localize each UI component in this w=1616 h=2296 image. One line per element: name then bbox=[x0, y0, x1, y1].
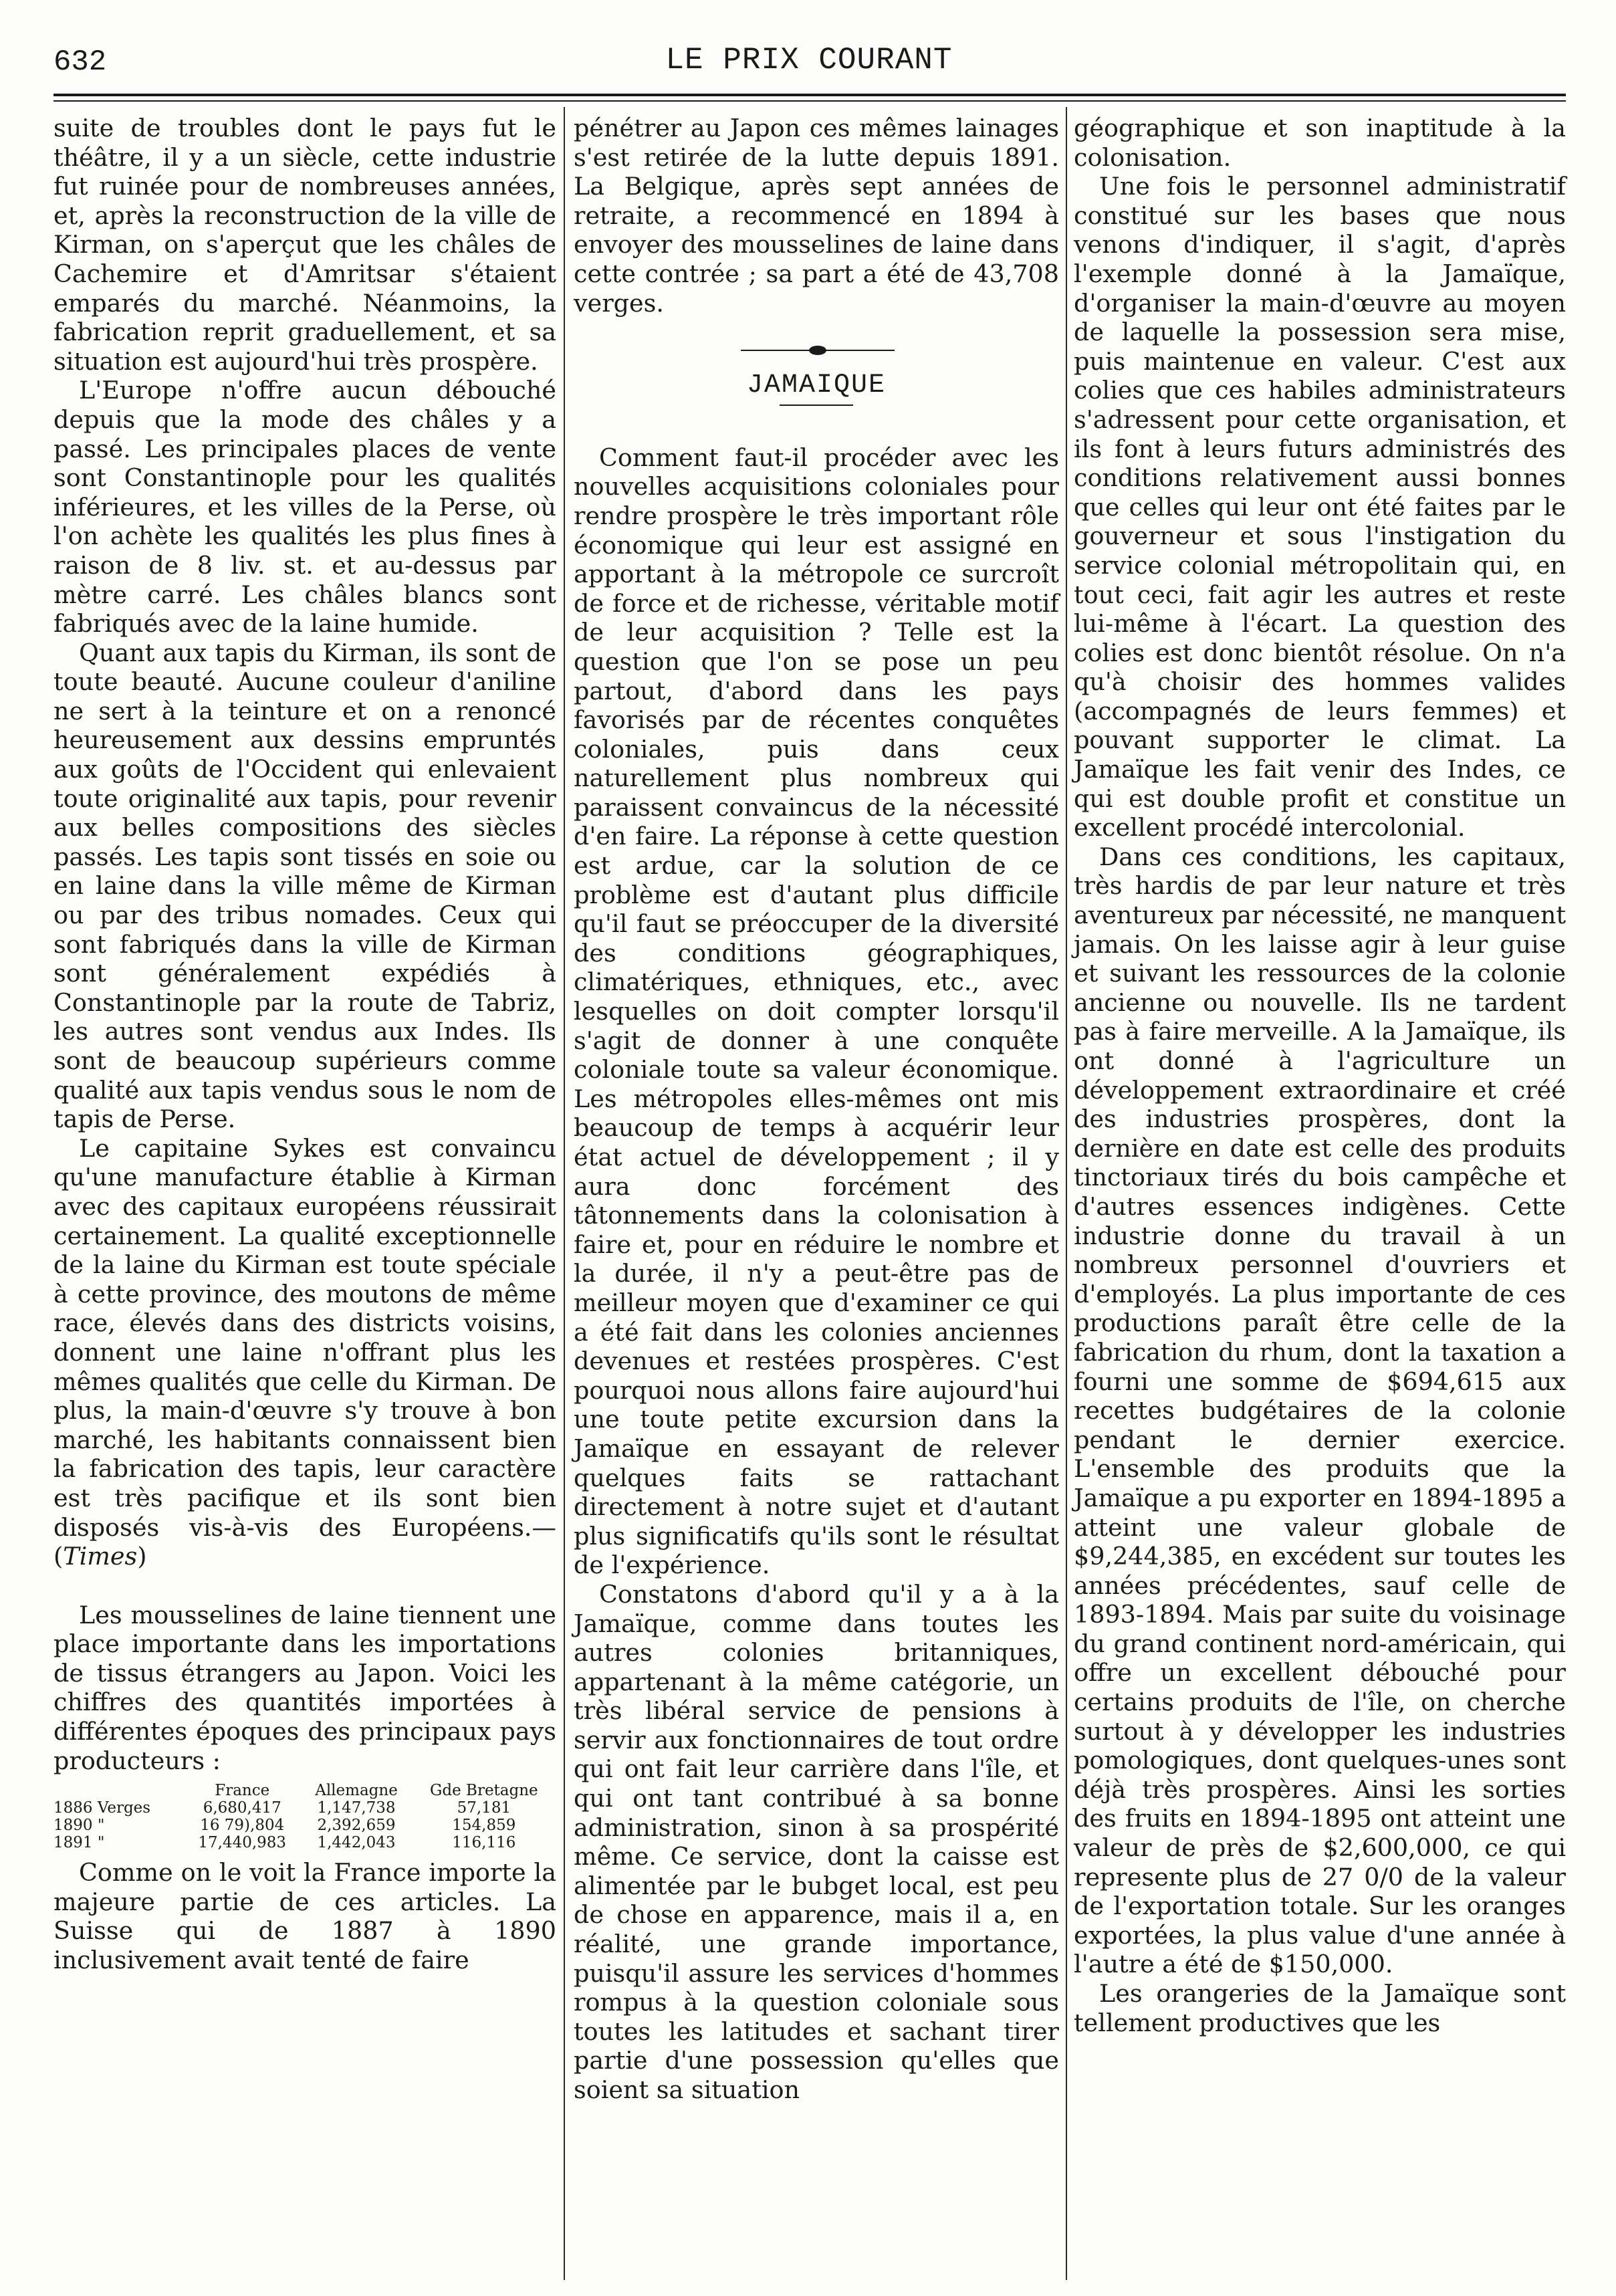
table-cell: 1,147,738 bbox=[317, 1799, 396, 1817]
source-citation: Times bbox=[63, 1542, 138, 1571]
paragraph: pénétrer au Japon ces mêmes lainages s'est retirée de la lutte depuis 1891. La Belgique, après sept années de retraite, a recommencé en 1894 à envoyer des mousselines de laine dans cette contrée ; sa part a été de 43,708 verges. bbox=[574, 114, 1059, 318]
section-title-underline bbox=[780, 405, 853, 406]
header-rule-thin bbox=[53, 100, 1566, 102]
table-header-row bbox=[53, 1782, 556, 1799]
paragraph: Les mousselines de laine tiennent une place importante dans les importations de tissus étrangers au Japon. Voici les chiffres des quantités importées à différentes époques des principaux pays producteurs : bbox=[53, 1600, 556, 1775]
paragraph: Dans ces conditions, les capitaux, très hardis de par leur nature et très aventureux par nécessité, ne manquent jamais. On les laisse agir à leur guise et suivant les ressources de la colonie ancienne ou nouvelle. Ils ne tardent pas à faire merveille. A la Jamaïque, ils ont donné à l'agriculture un développement extraordinaire et créé des industries prospères, dont la dernière en date est celle des produits tinctoriaux tirés du bois campêche et d'autres essences indigènes. Cette industrie donne du travail à un nombreux personnel d'ouvriers et d'employés. La plus importante de ces productions paraît être celle de la fabrication du rhum, dont la taxation a fourni une somme de $694,615 aux recettes budgétaires de la colonie pendant le dernier exercice. L'ensemble des produits que la Jamaïque a pu exporter en 1894-1895 a atteint une valeur globale de $9,244,385, en excédent sur toutes les années précédentes, sauf celle de 1893-1894. Mais par suite du voisinage du grand continent nord-américain, qui offre un excellent débouché pour certains produits de l'île, on cherche surtout à y développer les industries pomologiques, dont quelques-unes sont déjà très prospères. Ainsi les sorties des fruits en 1894-1895 ont atteint une valeur de près de $2,600,000, ce qui represente plus de 27 0/0 de la valeur de l'exportation totale. Sur les oranges exportées, la plus value d'une année à l'autre a été de $150,000. bbox=[1074, 842, 1566, 1979]
page-number: 632 bbox=[53, 45, 107, 79]
table-cell: 16 79),804 bbox=[200, 1817, 285, 1835]
table-cell: 6,680,417 bbox=[203, 1799, 281, 1817]
section-title: JAMAIQUE bbox=[746, 370, 887, 401]
table-cell: 57,181 bbox=[457, 1799, 511, 1817]
paragraph-text: Le capitaine Sykes est convaincu qu'une manufacture établie à Kirman avec des capitaux européens réussirait certainement. La qualité exceptionnelle de la laine du Kirman est toute spéciale à cette province, des moutons de même race, élevés dans des districts voisins, donnent une laine n'offrant plus les mêmes qualités que celle du Kirman. De plus, la main-d'œuvre s'y trouve à bon marché, les habitants connaissent bien la fabrication des tapis, leur caractère est très pacifique et ils sont bien disposés vis-à-vis des Européens.—( bbox=[53, 1133, 556, 1571]
paragraph: Une fois le personnel administratif constitué sur les bases que nous venons d'indiquer, il s'agit, d'après l'exemple donné à la Jamaïque, d'organiser la main-d'œuvre au moyen de laquelle la possession sera mise, puis maintenue en valeur. C'est aux colies que ces habiles administrateurs s'adressent pour cette organisation, et ils font à leurs futurs administrés des conditions relativement aussi bonnes que celles qui leur ont été faites par le gouverneur et sous l'instigation du service colonial métropolitain qui, en tout ceci, fait agir les autres et reste lui-même à l'écart. La question des colies est donc bientôt résolue. On n'a qu'à choisir des hommes valides (accompagnés de leurs femmes) et pouvant supporter le climat. La Jamaïque les fait venir des Indes, ce qui est double profit et constitue un excellent procédé intercolonial. bbox=[1074, 172, 1566, 842]
table-cell: 1890 " bbox=[53, 1817, 105, 1835]
paragraph bbox=[53, 1134, 556, 1571]
paragraph: L'Europe n'offre aucun débouché depuis que la mode des châles y a passé. Les principales places de vente sont Constantinople pour les qualités inférieures, et les villes de la Perse, où l'on achète les qualités les plus fines à raison de 8 liv. st. et au-dessus par mètre carré. Les châles blancs sont fabriqués avec de la laine humide. bbox=[53, 376, 556, 639]
table-header bbox=[53, 1782, 183, 1799]
column-1 bbox=[53, 114, 556, 1975]
paragraph: Quant aux tapis du Kirman, ils sont de toute beauté. Aucune couleur d'aniline ne sert à la teinture et on a renoncé heureusement aux dessins empruntés aux goûts de l'Occident qui enlevaient toute originalité aux tapis, pour revenir aux belles compositions des siècles passés. Les tapis sont tissés en soie ou en laine dans la ville même de Kirman ou par des tribus nomades. Ceux qui sont fabriqués dans la ville de Kirman sont généralement expédiés à Constantinople par la route de Tabriz, les autres sont vendus aux Indes. Ils sont de beaucoup supérieurs comme qualité aux tapis vendus sous le nom de tapis de Perse. bbox=[53, 638, 556, 1134]
table-cell: 116,116 bbox=[452, 1834, 516, 1852]
table-cell: 2,392,659 bbox=[317, 1817, 396, 1835]
table-cell: 154,859 bbox=[452, 1817, 516, 1835]
paragraph: suite de troubles dont le pays fut le théâtre, il y a un siècle, cette industrie fut ruinée pour de nombreuses années, et, après la reconstruction de la ville de Kirman, on s'aperçut que les châles de Cachemire et d'Amritsar s'étaient emparés du marché. Néanmoins, la fabrication reprit graduellement, et sa situation est aujourd'hui très prospère. bbox=[53, 114, 556, 376]
page-header bbox=[53, 41, 1565, 88]
table-row bbox=[53, 1799, 556, 1817]
table-cell: 1,442,043 bbox=[317, 1834, 396, 1852]
table-row bbox=[53, 1817, 556, 1834]
citation-close: ) bbox=[137, 1542, 147, 1571]
column-2 bbox=[574, 114, 1059, 2105]
column-divider bbox=[564, 107, 565, 2280]
table-header: France bbox=[215, 1782, 270, 1800]
table-header: Gde Bretagne bbox=[430, 1782, 538, 1800]
paragraph: Comment faut-il procéder avec les nouvelles acquisitions coloniales pour rendre prospère le très important rôle économique qui leur est assigné en apportant à la métropole ce surcroît de force et de richesse, véritable motif de leur acquisition ? Telle est la question que l'on se pose un peu partout, d'abord dans les pays favorisés par de récentes conquêtes coloniales, puis dans ceux naturellement plus nombreux qui paraissent convaincus de la nécessité d'en faire. La réponse à cette question est ardue, car la solution de ce problème est d'autant plus difficile qu'il faut se préoccuper de la diversité des conditions géographiques, climatériques, ethniques, etc., avec lesquelles on doit compter lorsqu'il s'agit de donner à une conquête coloniale toute sa valeur économique. Les métropoles elles-mêmes ont mis beaucoup de temps à acquérir leur état actuel de développement ; il y aura donc forcément des tâtonnements dans la colonisation à faire et, pour en réduire le nombre et la durée, il n'y a peut-être pas de meilleur moyen que d'examiner ce qui a été fait dans les colonies anciennes devenues et restées prospères. C'est pourquoi nous allons faire aujourd'hui une toute petite excursion dans la Jamaïque en essayant de relever quelques faits se rattachant directement à notre sujet et d'autant plus significatifs qu'ils sont le résultat de l'expérience. bbox=[574, 443, 1059, 1580]
paragraph: Les orangeries de la Jamaïque sont tellement productives que les bbox=[1074, 1979, 1566, 2037]
paragraph: Constatons d'abord qu'il y a à la Jamaïque, comme dans toutes les autres colonies britanniques, appartenant à la même catégorie, un très libéral service de pensions à servir aux fonctionnaires de tout ordre qui ont fait leur carrière dans l'île, et qui ont tant contribué à sa bonne administration, sinon à sa prospérité même. Ce service, dont la caisse est alimentée par le bubget local, est peu de chose en apparence, mais il a, en réalité, une grande importance, puisqu'il assure les services d'hommes rompus à la question coloniale sous toutes les latitudes et sachant tirer partie d'une possession qu'elles que soient sa situation bbox=[574, 1579, 1059, 2104]
paragraph: Comme on le voit la France importe la majeure partie de ces articles. La Suisse qui de 1887 à 1890 inclusivement avait tenté de faire bbox=[53, 1858, 556, 1975]
running-title: LE PRIX COURANT bbox=[665, 43, 953, 78]
table-cell: 1886 Verges bbox=[53, 1799, 151, 1817]
table-row bbox=[53, 1834, 556, 1851]
column-3 bbox=[1074, 114, 1566, 2037]
table-cell: 1891 " bbox=[53, 1834, 105, 1852]
table-cell: 17,440,983 bbox=[198, 1834, 287, 1852]
separator-ornament bbox=[809, 346, 826, 355]
column-divider bbox=[1066, 107, 1067, 2280]
paragraph: géographique et son inaptitude à la colonisation. bbox=[1074, 114, 1566, 172]
imports-table bbox=[53, 1782, 556, 1851]
table-header: Allemagne bbox=[315, 1782, 398, 1800]
header-rule bbox=[53, 94, 1566, 96]
section-separator bbox=[574, 344, 1059, 356]
